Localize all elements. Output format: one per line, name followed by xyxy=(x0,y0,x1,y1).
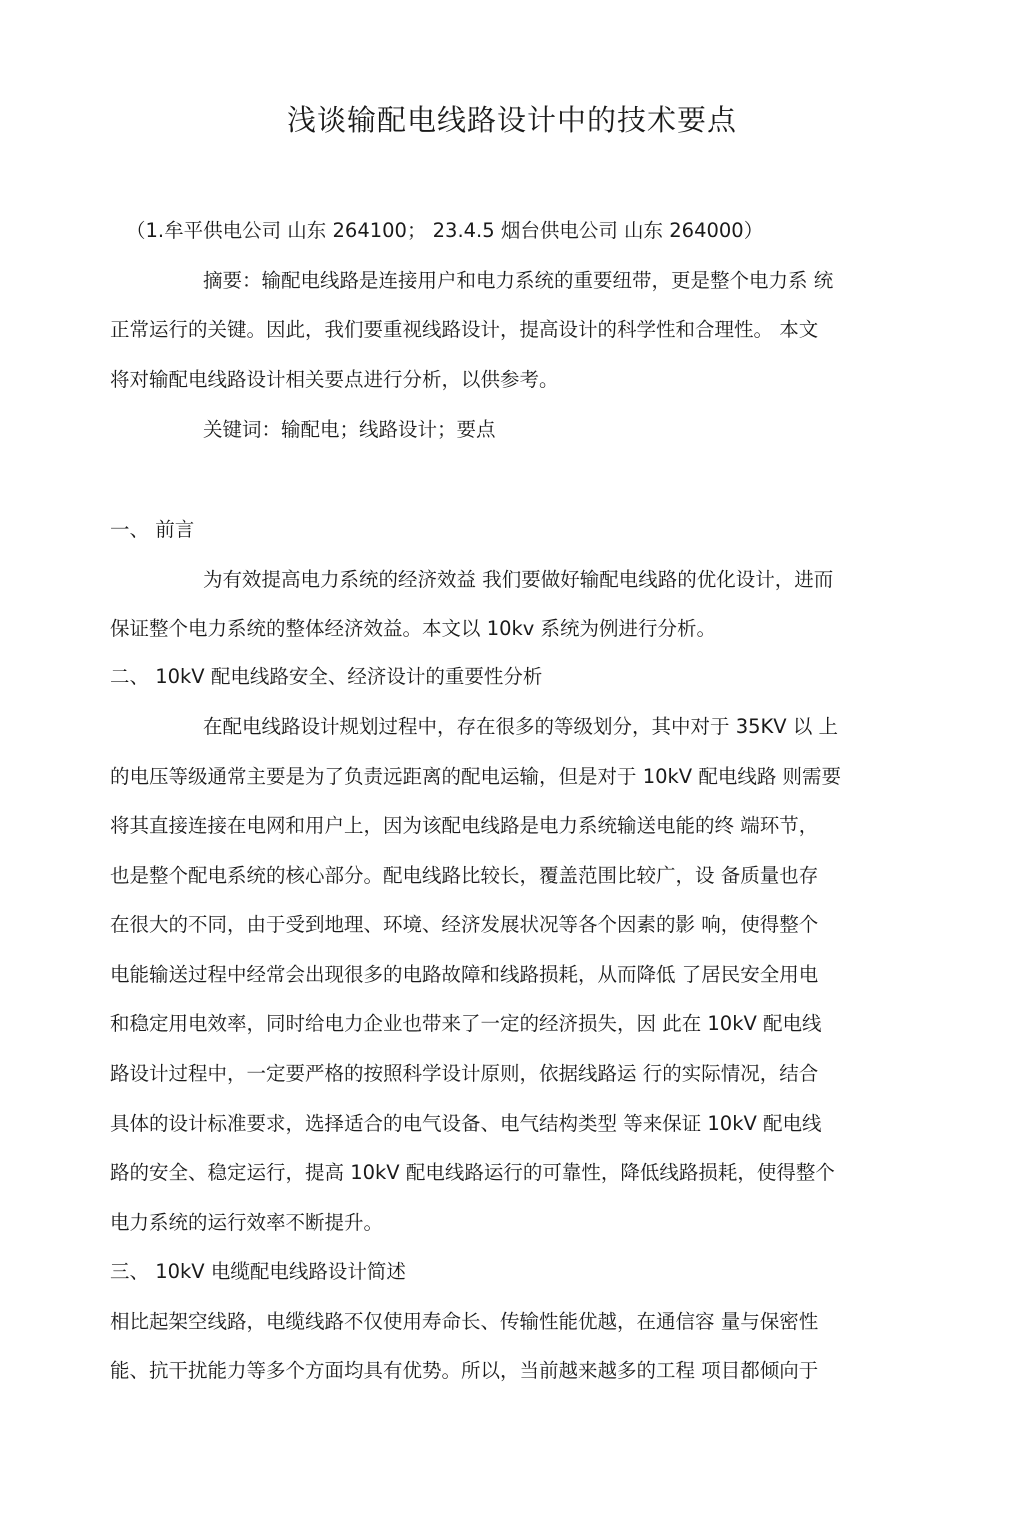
section-heading: 一、 前言 xyxy=(110,518,195,541)
abstract-line: 将对输配电线路设计相关要点进行分析，以供参考。 xyxy=(110,368,559,391)
paragraph-line: 在很大的不同，由于受到地理、环境、经济发展状况等各个因素的影 响，使得整个 xyxy=(110,913,819,936)
paragraph-line: 能、抗干扰能力等多个方面均具有优势。所以，当前越来越多的工程 项目都倾向于 xyxy=(110,1359,819,1382)
paragraph-line: 的电压等级通常主要是为了负责远距离的配电运输，但是对于 10kV 配电线路 则需要 xyxy=(110,765,842,788)
paragraph-line: 电力系统的运行效率不断提升。 xyxy=(110,1211,384,1234)
paragraph-line: 为有效提高电力系统的经济效益 我们要做好输配电线路的优化设计，进而 xyxy=(203,568,834,591)
paragraph-line: 将其直接连接在电网和用户上，因为该配电线路是电力系统输送电能的终 端环节， xyxy=(110,814,819,837)
paragraph-line: 具体的设计标准要求，选择适合的电气设备、电气结构类型 等来保证 10kV 配电线 xyxy=(110,1112,822,1135)
paragraph-line: 路的安全、稳定运行，提高 10kV 配电线路运行的可靠性，降低线路损耗，使得整个 xyxy=(110,1161,835,1184)
paragraph-line: 相比起架空线路，电缆线路不仅使用寿命长、传输性能优越，在通信容 量与保密性 xyxy=(110,1310,819,1333)
document-title: 浅谈输配电线路设计中的技术要点 xyxy=(286,103,737,137)
paragraph-line: 电能输送过程中经常会出现很多的电路故障和线路损耗，从而降低 了居民安全用电 xyxy=(110,963,819,986)
section-heading: 二、 10kV 配电线路安全、经济设计的重要性分析 xyxy=(110,665,543,688)
abstract-line: 摘要：输配电线路是连接用户和电力系统的重要纽带，更是整个电力系 统 xyxy=(203,269,834,292)
keywords: 关键词：输配电；线路设计；要点 xyxy=(203,418,496,441)
paragraph-line: 保证整个电力系统的整体经济效益。本文以 10kv 系统为例进行分析。 xyxy=(110,617,717,640)
abstract-line: 正常运行的关键。因此，我们要重视线路设计，提高设计的科学性和合理性。 本文 xyxy=(110,318,819,341)
section-heading: 三、 10kV 电缆配电线路设计简述 xyxy=(110,1260,406,1283)
paragraph-line: 路设计过程中，一定要严格的按照科学设计原则，依据线路运 行的实际情况，结合 xyxy=(110,1062,819,1085)
paragraph-line: 也是整个配电系统的核心部分。配电线路比较长，覆盖范围比较广，设 备质量也存 xyxy=(110,864,819,887)
paragraph-line: 和稳定用电效率，同时给电力企业也带来了一定的经济损失，因 此在 10kV 配电线 xyxy=(110,1012,822,1035)
author-affiliation: （1.牟平供电公司 山东 264100； 23.4.5 烟台供电公司 山东 264000） xyxy=(126,219,764,242)
paragraph-line: 在配电线路设计规划过程中，存在很多的等级划分，其中对于 35KV 以 上 xyxy=(203,715,839,738)
